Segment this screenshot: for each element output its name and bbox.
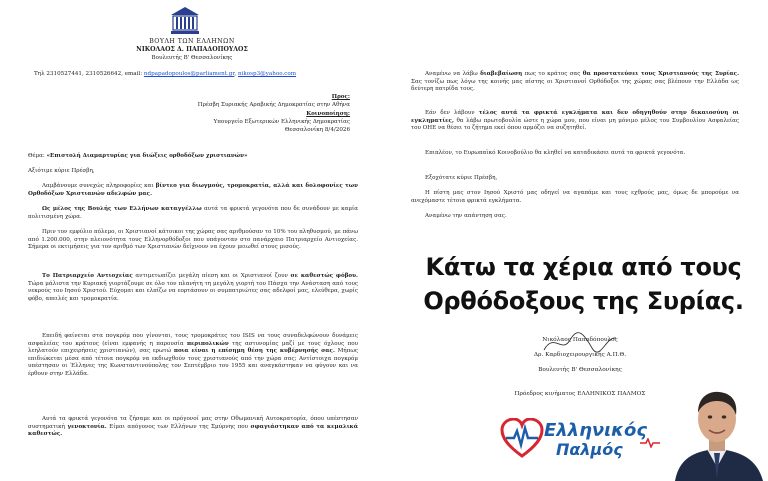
paragraph-5: Επειδή φαίνεται στα πογκρόμ που γίνονται, τους τρομοκράτες του ISIS να τους συναδελφώνουν δυνάμεις ασφαλείας του κράτους (είναι εμφανής η παρουσία περιπολικών της αστυνομίας μαζί με τους όχλους που λεηλατούν επιχειρήσεις χριστιανών), σας ερωτώ ποια είναι η επίσημη θέση της κυβέρνησής σας. Μήπως επιδιώκεται μέσα από τέτοια πογκρόμ να εκδιωχθούν τους χριστιανούς από την χώρα σας; Αντίστοιχα πογκρόμ υπέστησαν οι Έλληνες της Κωνσταντινούπολης τον Σεπτέμβριο του 1955 και αναγκάστηκαν να φύγουν και να έρθουν στην Ελλάδα. xyxy=(28,333,359,377)
greeting: Αξιότιμε κύριε Πρέσβη, xyxy=(28,168,95,174)
portrait-photo xyxy=(667,383,768,481)
closing-body: Η πίστη μας στον Ιησού Χριστό μας οδηγεί να αγαπάμε και τους εχθρούς μας, όμως δε μπορούμε να ανεχόμαστε τέτοια φρικτά εγκλήματα. xyxy=(411,190,739,204)
right-paragraph-1: Αναμένω να λάβω διαβεβαίωση πως το κράτος σας θα προστατεύσει τους Χριστιανούς της Συρίας. Σας τονίζω πως λόγω της κοινής μας πίστης οι Χριστιανοί Ορθόδοξοι της χώρας σας βλέπουν την Ελλάδα ως δεύτερη πατρίδα τους. xyxy=(411,71,740,93)
paragraph-2: Ως μέλος της Βουλής των Ελλήνων καταγγέλλω αυτά τα φρικτά γεγονότα που δε συνάδουν με καμία πολιτισμένη χώρα. xyxy=(28,206,359,220)
slogan-overlay xyxy=(399,250,768,318)
logo-text-line-1: Ελληνικός xyxy=(544,420,647,441)
closing-end: Αναμένω την απάντηση σας. xyxy=(425,213,507,219)
slogan-line-2: Ορθόδοξους της Συρίας. xyxy=(423,287,744,315)
email-link-yahoo[interactable]: nikosp3@yahoo.com xyxy=(237,71,297,77)
signature-name: Νικόλαος Παπαδόπουλος xyxy=(542,337,618,343)
logo-text-line-2: Παλμός xyxy=(556,440,623,459)
paragraph-3: Πριν τον εμφύλιο πόλεμο, οι Χριστιανοί κάτοικοι της χώρας σας αριθμούσαν το 10% του πληθυσμού, με πάνω από 1.200.000, στην πλειονότητα τους Ελληνορθόδοξοι που υπάγονταν στο πανάρχαιο Πατριαρχείο Αντιοχείας. Σήμερα οι εκτιμήσεις για τον αριθμό των Χριστιανών δείχνουν να έχουν μειωθεί στους μισούς. xyxy=(28,229,358,251)
right-paragraph-2: Εάν δεν λάβουν τέλος αυτά τα φρικτά εγκλήματα και δεν οδηγηθούν στην δικαιοσύνη οι εγκληματίες, θα λάβω πρωτοβουλία ώστε η χώρα μου, που είναι μη μόνιμο μέλος του Συμβουλίου Ασφαλείας του ΟΗΕ να θέσει το ζήτημα εκεί όπου αρμόζει να συζητηθεί. xyxy=(411,110,740,132)
right-paragraph-3: Επιπλέον, το Ευρωπαϊκό Κοινοβούλιο θα κληθεί να καταδικάσει αυτά τα φρικτά γεγονότα. xyxy=(425,150,686,156)
to-label: Προς: xyxy=(331,94,350,100)
email-link-parliament[interactable]: ndpapadopoulos@parliament.gr xyxy=(143,71,235,77)
heart-pulse-logo-icon xyxy=(500,418,544,458)
cc-label: Κοινοποίηση: xyxy=(306,111,350,117)
parliament-building-icon xyxy=(168,4,202,36)
signature-title: Δρ. Καρδιοχειρουργικής Α.Π.Θ. xyxy=(533,352,627,358)
paragraph-1: Λαμβάνουμε συνεχώς πληροφορίες και βίντεο για διωγμούς, τρομοκρατία, αλλά και δολοφονίες των Ορθοδόξων Χριστιανών αδελφών μας. xyxy=(28,183,358,197)
place-date: Θεσσαλονίκη 8/4/2026 xyxy=(284,127,350,133)
paragraph-4: Το Πατριαρχείο Αντιοχείας αντιμετωπίζει μεγάλη πίεση και οι Χριστιανοί ζουν σε καθεστώς φόβου. Τώρα μάλιστα την Κυριακή γιορτάζουμε σε όλο τον πλανήτη τη μεγάλη γιορτή του Πάσχα την Ανάσταση από τους νεκρούς του Ιησού Χριστού. Εύχομαι και ελπίζω να εορτάσουν οι συμπατριώτες σας αδελφοί μας, ελεύθερα, χωρίς φόβο, απειλές και τρομοκρατία. xyxy=(28,273,358,302)
subject-line: Θέμα: «Επιστολή Διαμαρτυρίας για διώξεις ορθοδόξων χριστιανών» xyxy=(28,153,248,159)
signature-role: Βουλευτής Β' Θεσσαλονίκης xyxy=(538,367,622,373)
parliament-name: ΒΟΥΛΗ ΤΩΝ ΕΛΛΗΝΩΝ xyxy=(149,38,235,45)
contact-line: Τηλ 2310527441, 2310526642, email: ndpapadopoulos@parliament.gr, nikosp3@yahoo.com xyxy=(34,71,297,77)
party-role: Πρόεδρος κινήματος ΕΛΛΗΝΙΚΟΣ ΠΑΛΜΟΣ xyxy=(514,391,646,397)
paragraph-6: Αυτά τα φρικτά γεγονότα τα ζήσαμε και οι πρόγονοί μας στην Οθωμανική Αυτοκρατορία, όπου υπέστησαν συστηματική γενοκτονία. Είμαι απόγονος των Ελλήνων της Σμύρνης που σφαγιάστηκαν από τα κεμαλικά καθεστώς. xyxy=(28,416,359,438)
cc-recipient: Υπουργείο Εξωτερικών Ελληνικής Δημοκρατίας xyxy=(213,119,350,125)
closing-greeting: Εξοχότατε κύριε Πρέσβη, xyxy=(425,175,498,181)
mp-name: ΝΙΚΟΛΑΟΣ Δ. ΠΑΠΑΔΟΠΟΥΛΟΣ xyxy=(136,46,248,53)
slogan-line-1: Κάτω τα χέρια από τους xyxy=(425,253,742,281)
mp-role: Βουλευτής Β' Θεσσαλονίκης xyxy=(151,55,233,61)
to-recipient: Πρέσβη Συριακής Αραβικής Δημοκρατίας στην Αθήνα xyxy=(197,102,350,108)
pulse-line-icon xyxy=(640,438,660,448)
